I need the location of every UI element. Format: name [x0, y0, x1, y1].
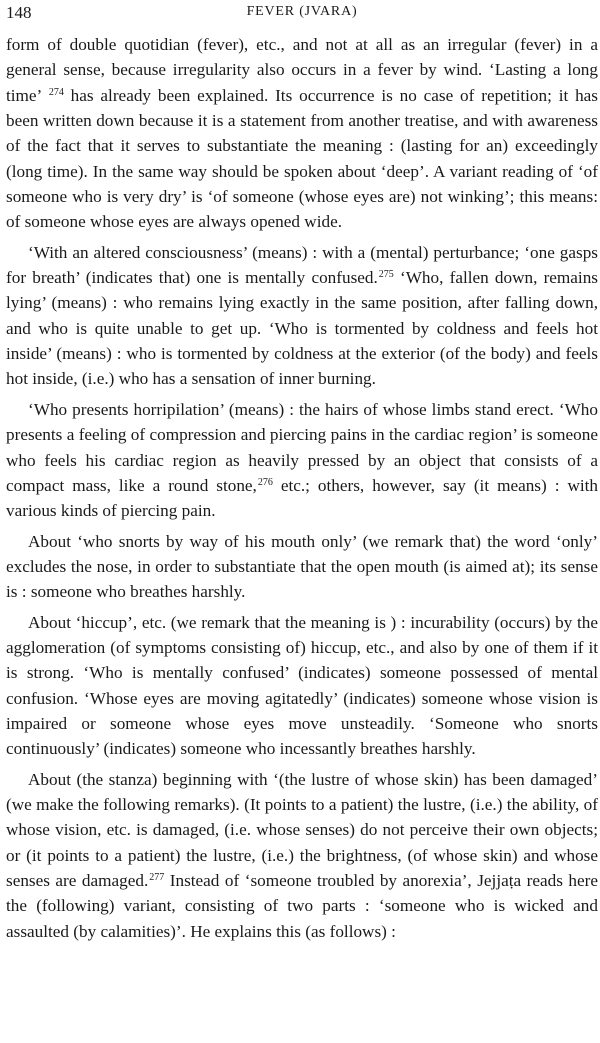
paragraph	[6, 529, 598, 605]
paragraph-text: form of double quotidian (fever), etc., and not at all as an irregular (fever) in a general sense, because irregularity also occurs in a fever by wind. ‘Lasting a long time’	[6, 35, 598, 105]
footnote-reference[interactable]: 275	[378, 269, 394, 281]
running-title: FEVER (JVARA)	[246, 4, 358, 19]
paragraph	[6, 767, 598, 944]
paragraph-text: About ‘who snorts by way of his mouth only’ (we remark that) the word ‘only’ excludes the nose, in order to substantiate that the open mouth (is aimed at); its sense is : someone who breathes harshly.	[6, 531, 598, 602]
paragraph-text: has already been explained. Its occurrence is no case of repetition; it has been written down because it is a statement from another treatise, and with awareness of the fact that it serves to substantiate the meaning : (lasting for an) exceedingly (long time). In the same way should be spoken about ‘deep’. A variant reading of ‘of someone who is very dry’ is ‘of someone (whose eyes are) not winking’; this means: of someone whose eyes are always opened wide.	[6, 85, 598, 232]
paragraph	[6, 397, 598, 524]
footnote-reference[interactable]: 276	[257, 476, 273, 488]
running-head	[6, 0, 598, 30]
paragraph-text: Instead of ‘someone troubled by anorexia’, Jejjaṭa reads here the (following) variant, consisting of two parts : ‘someone who is wicked and assaulted (by calamities)’. He explains this (as follows) :	[6, 871, 598, 941]
paragraph	[6, 240, 598, 392]
paragraph-text: About (the stanza) beginning with ‘(the lustre of whose skin) has been damaged’ (we make the following remarks). (It points to a patient) the lustre, (i.e.) the ability, of whose vision, etc. is damaged, (i.e. whose senses) do not perceive their own objects; or (it points to a patient) the lustre, (i.e.) the brightness, (of whose skin) and whose senses are damaged.	[6, 769, 598, 890]
page-number: 148	[6, 3, 32, 22]
paragraph-text: ‘Who, fallen down, remains lying’ (means) : who remains lying exactly in the same position, after falling down, and who is quite unable to get up. ‘Who is tormented by coldness and feels hot inside’ (means) : who is tormented by coldness at the exterior (of the body) and feels hot inside, (i.e.) who has a sensation of inner burning.	[6, 268, 598, 389]
paragraph	[6, 610, 598, 762]
paragraph-text: etc.; others, however, say (it means) : with various kinds of piercing pain.	[6, 475, 599, 521]
paragraph-text: About ‘hiccup’, etc. (we remark that the meaning is ) : incurability (occurs) by the agglomeration (of symptoms consisting of) hiccup, etc., and also by one of them if it is strong. ‘Who is mentally confused’ (indicates) someone possessed of mental confusion. ‘Whose eyes are moving agitatedly’ (indicates) someone whose vision is impaired or someone whose eyes move unsteadily. ‘Someone who snorts continuously’ (indicates) someone who incessantly breathes harshly.	[6, 612, 598, 759]
paragraph	[6, 32, 598, 235]
paragraph-text: ‘With an altered consciousness’ (means) : with a (mental) perturbance; ‘one gasps for breath’ (indicates that) one is mentally confused.	[6, 242, 598, 288]
footnote-reference[interactable]: 274	[48, 86, 64, 98]
paragraph-text: ‘Who presents horripilation’ (means) : the hairs of whose limbs stand erect. ‘Who presents a feeling of compression and piercing pains in the cardiac region’ is someone who feels his cardiac region as heavily pressed by an object that consists of a compact mass, like a round stone,	[6, 399, 598, 495]
book-page	[6, 0, 599, 941]
body-text	[6, 32, 598, 949]
footnote-reference[interactable]: 277	[149, 872, 165, 883]
